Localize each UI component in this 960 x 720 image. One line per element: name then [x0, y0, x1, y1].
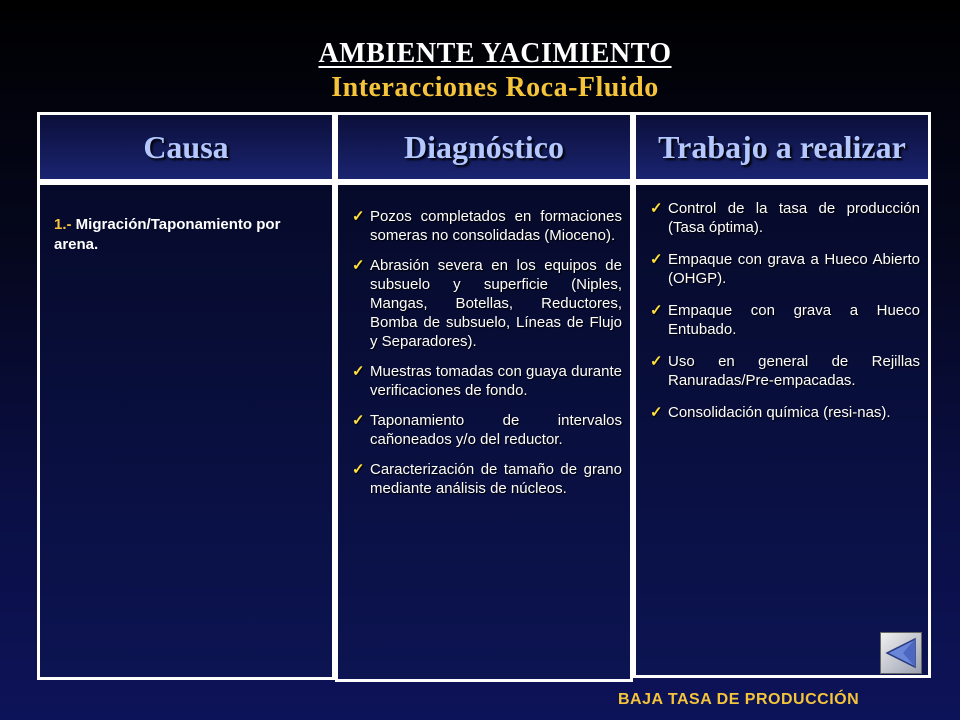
back-arrow-icon-glyph: [883, 635, 919, 671]
check-icon: ✓: [352, 257, 365, 274]
page-subtitle: Interacciones Roca-Fluido: [331, 72, 659, 103]
diagnostico-list: [350, 207, 622, 509]
trabajo-item: ✓ Uso en general de Rejillas Ranuradas/Pre-empacadas.: [650, 353, 920, 389]
diagnostico-item: ✓ Pozos completados en formaciones someras no consolidadas (Mioceno).: [352, 208, 622, 244]
trabajo-item: ✓ Empaque con grava a Hueco Entubado.: [650, 302, 920, 338]
check-icon: ✓: [650, 302, 663, 319]
check-icon: ✓: [352, 461, 365, 478]
causa-panel: [37, 182, 335, 680]
trabajo-panel: [633, 182, 931, 678]
check-icon: ✓: [650, 353, 663, 370]
check-icon: ✓: [650, 251, 663, 268]
check-icon: ✓: [352, 363, 365, 380]
back-arrow-icon[interactable]: [880, 632, 922, 674]
causa-description: Migración/Taponamiento por arena.: [54, 216, 281, 253]
trabajo-list: [648, 199, 920, 435]
causa-number: 1.-: [54, 216, 72, 233]
diagnostico-item: ✓ Muestras tomadas con guaya durante verificaciones de fondo.: [352, 363, 622, 399]
check-icon: ✓: [650, 200, 663, 217]
diagnostico-item: ✓ Abrasión severa en los equipos de subsuelo y superficie (Niples, Mangas, Botellas, Reductores, Bomba de subsuelo, Líneas de Flujo y Separadores).: [352, 257, 622, 350]
check-icon: ✓: [650, 404, 663, 421]
column-header-diagnostico: Diagnóstico: [335, 112, 633, 182]
page-title: AMBIENTE YACIMIENTO: [318, 38, 672, 69]
trabajo-item: ✓ Empaque con grava a Hueco Abierto (OHGP).: [650, 251, 920, 287]
diagnostico-item: ✓ Caracterización de tamaño de grano mediante análisis de núcleos.: [352, 461, 622, 497]
footer-label: BAJA TASA DE PRODUCCIÓN: [618, 691, 860, 708]
trabajo-item: ✓ Control de la tasa de producción (Tasa óptima).: [650, 200, 920, 236]
column-header-trabajo: Trabajo a realizar: [633, 112, 931, 182]
check-icon: ✓: [352, 412, 365, 429]
diagnostico-panel: [335, 182, 633, 682]
causa-text: [54, 215, 314, 255]
trabajo-item: ✓ Consolidación química (resi-nas).: [650, 404, 891, 421]
diagnostico-item: ✓ Taponamiento de intervalos cañoneados y/o del reductor.: [352, 412, 622, 448]
check-icon: ✓: [352, 208, 365, 225]
column-header-causa: Causa: [37, 112, 335, 182]
